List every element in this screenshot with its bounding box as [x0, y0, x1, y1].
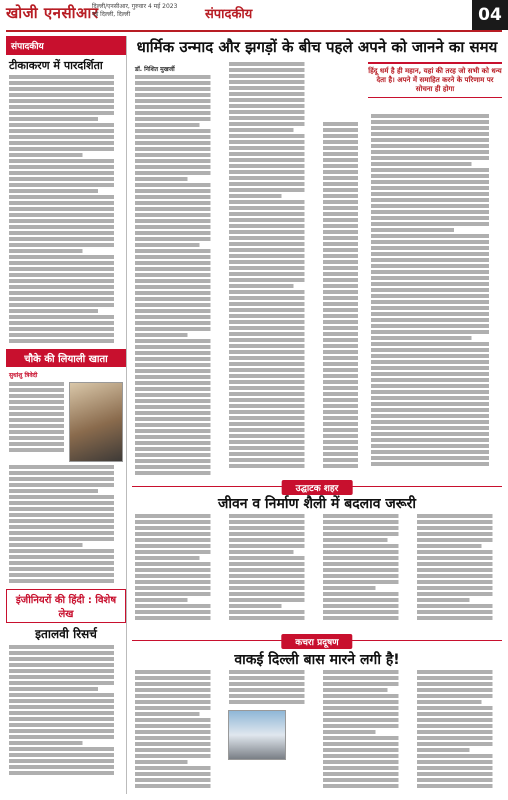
main-headline: धार्मिक उन्माद और झगड़ों के बीच पहले अपने को जानने का समय [136, 38, 498, 56]
column-author: सुधांशु त्रिवेदी [9, 372, 38, 379]
mid-article [132, 514, 502, 624]
article-byline: डॉ. निशित मुखर्जी [135, 66, 175, 73]
bottom-headline: वाकई दिल्ली बास मारने लगी है! [234, 652, 400, 668]
bottom-section-label: कचरा प्रदूषण [281, 634, 352, 649]
editorial-body [9, 75, 123, 343]
subsection-label: इंजीनियरों की हिंदी : विशेष लेख [6, 589, 126, 623]
masthead-rule [6, 30, 502, 32]
pull-quote-text: हिंदू धर्म है ही महान, यहां की तरह जो सभी को धन्य देता है। अपने में समाहित करने के परिणाम पर सोचना ही होगा [368, 67, 502, 93]
dateline-place: नई दिल्ली, दिल्ली [92, 11, 131, 18]
column-with-photo [9, 382, 123, 462]
garbage-photo [228, 710, 286, 760]
article-column-3 [320, 62, 364, 470]
column-body [9, 465, 123, 583]
section-title: संपादकीय [205, 7, 253, 22]
subsection-body [9, 645, 123, 775]
page-number: 04 [472, 0, 508, 30]
main-article [132, 62, 502, 482]
article-column-1 [132, 62, 220, 477]
left-column [6, 36, 127, 794]
masthead [0, 0, 508, 32]
subsection-headline: इतालवी रिसर्च [35, 627, 97, 641]
mid-section-banner [132, 480, 502, 492]
article-column-2 [226, 62, 314, 470]
bottom-article [132, 670, 502, 794]
author-photo [69, 382, 123, 462]
dateline [92, 3, 177, 19]
mid-section-label: उद्घाटक शहर [282, 480, 353, 495]
article-column-4 [368, 114, 502, 468]
newspaper-logo: खोजी एनसीआर [6, 4, 99, 22]
pull-quote [368, 62, 502, 98]
column-box-title: चौके की लियाली खाता [6, 349, 126, 367]
editorial-headline: टीकाकरण में पारदर्शिता [9, 59, 103, 72]
dateline-date: दिल्ली/एनसीआर, गुरुवार 4 मई 2023 [92, 3, 178, 10]
mid-headline: जीवन व निर्माण शैली में बदलाव जरूरी [217, 496, 417, 512]
bottom-section-banner [132, 634, 502, 646]
editorial-banner: संपादकीय [6, 36, 126, 55]
